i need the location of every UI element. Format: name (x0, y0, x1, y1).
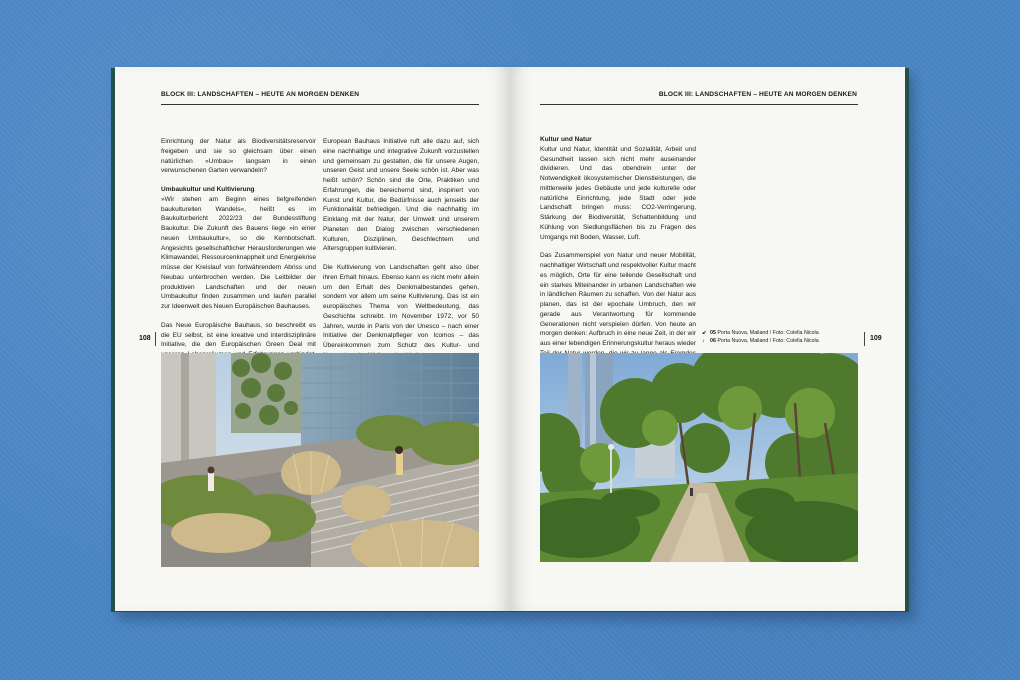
paragraph: Das Zusammenspiel von Natur und neuer Mobilität, nachhaltiger Wirtschaft und respektvoller Kultur macht es möglich, Orte für eine teilende Gesellschaft und ein starkes Miteinander in urbanen Landschaften wie in ländlichen Räumen zu schaffen. Von der Natur aus planen, das ist der epochale Umbruch, den wir gerade aus Verantwortung für kommende Generationen nicht verspielen dürfen. Von heute an morgen denken: Aufbruch in eine neue Zeit, in der wir aus einer lebendigen Erinnerungskultur heraus wieder (540, 252, 696, 347)
photo-porta-nuova-stairs (161, 353, 479, 567)
subheading: Kultur und Natur (540, 136, 592, 143)
header-rule (161, 104, 479, 105)
left-page (115, 67, 510, 611)
caption-text: Porta Nuova, Mailand / Foto: Colella Nicola (717, 330, 819, 336)
folio-rule (864, 332, 865, 346)
paragraph: Kultur und Natur, Identität und Sozialität, Arbeit und Gesundheit lassen sich nicht mehr auseinander dividieren. Und das obendrein unter der Notwendigkeit ökosystemischer Dienstleistungen, die mittlerweile jedes Gebäude und jede kulturelle oder natürliche Einrichtung, jede Stadt oder jede Landschaft bringen muss: CO2-Verringerung, Stärkung der Biodiversität, Schattenbildung und Kühlung von Siedlungsflächen bis zu Fragen des Umgangs mit Boden, Wasser, Luft. (540, 145, 696, 241)
photo-porta-nuova-park (540, 353, 858, 562)
paragraph: Die Kultivierung von Landschaften geht also über ihren Erhalt hinaus. Ebenso kann es nicht mehr allein um den Erhalt des Denkmalbestandes gehen, sondern vor allem um seine Kultivierung. Das ist ein europäisches Thema von Weltbedeutung, das Geschichte schreibt. Im November 1972, vor 50 Jahren, wurde in Paris von der Unesco – nach einer Initiative der Denkmalpfleger von Icomos – das Übereinkommen zum Schutz des Kultur- und (323, 264, 479, 349)
arrow-down-left-icon: ↙ (702, 330, 707, 336)
header-rule (540, 104, 858, 105)
text-column-1 (161, 137, 316, 379)
paragraph: Das Neue Europäische Bauhaus, so beschreibt es die EU selbst, ist eine kreative und interdisziplinäre Initiative, die den Europäischen Green Deal mit (161, 321, 316, 349)
folio-rule (155, 332, 156, 346)
page-number: 109 (870, 335, 882, 342)
paragraph: »Wir stehen am Beginn eines tiefgreifenden baukulturellen Wandels«, heißt es im Baukulturbericht 2022/23 der Bundesstiftung Baukultur. Die Zukunft des Bauens liege »in einer neuen Umbaukultur«, so die Kernbotschaft. Angesichts gesellschaftlicher Herausforderungen wie Klimawandel, Ressourcenknappheit und Energiekrise müsse der Kreislauf von fortwährendem Abriss und Neubau unterbrochen werden. Die Leitbilder der produktiven Landschaften und der neuen Umbaukultur finden zusammen und laufen parallel zur Ideenwelt des Neuen Europäischen Bauhauses. (161, 195, 316, 310)
caption-text: Porta Nuova, Mailand / Foto: Colella Nicola (717, 338, 819, 344)
paragraph: Einrichtung der Natur als Biodiversitätsreservoir freigeben und sie so gleichsam über einen natürlichen »Umbau« langsam in einen verwunschenen Garten verwandeln? (161, 138, 316, 175)
right-page (510, 67, 905, 611)
running-head: BLOCK III: LANDSCHAFTEN – HEUTE AN MORGEN DENKEN (161, 91, 360, 98)
caption-number: 05 (710, 330, 716, 336)
photo-caption-05 (702, 329, 819, 337)
text-column-1 (540, 135, 696, 377)
page-number: 108 (139, 335, 151, 342)
paragraph: European Bauhaus Initiative ruft alle dazu auf, sich eine nachhaltige und integrative Zukunft vorzustellen und gemeinsam zu gestalten, die für unsere Augen, unseren Geist und unsere Seele schön ist. Aber was heißt schön? Schön sind die Orte, Praktiken und Erfahrungen, die bereichernd sind, inspiriert von Kunst und Kultur, die Bedürfnisse auch jenseits der Funktionalität befriedigen. Und die nachhaltig im Einklang mit der Natur, der Umwelt und unserem Planeten den Dialog zwischen verschiedenen Kulturen, Disziplinen, Geschlechtern und Altersgruppen kultivieren. (323, 138, 479, 253)
caption-number: 06 (710, 338, 716, 344)
running-head: BLOCK III: LANDSCHAFTEN – HEUTE AN MORGEN DENKEN (658, 91, 857, 98)
arrow-down-icon: ↓ (702, 338, 705, 344)
photo-caption-06 (702, 337, 819, 345)
subheading: Umbaukultur und Kultivierung (161, 186, 255, 193)
text-column-2 (323, 137, 479, 370)
